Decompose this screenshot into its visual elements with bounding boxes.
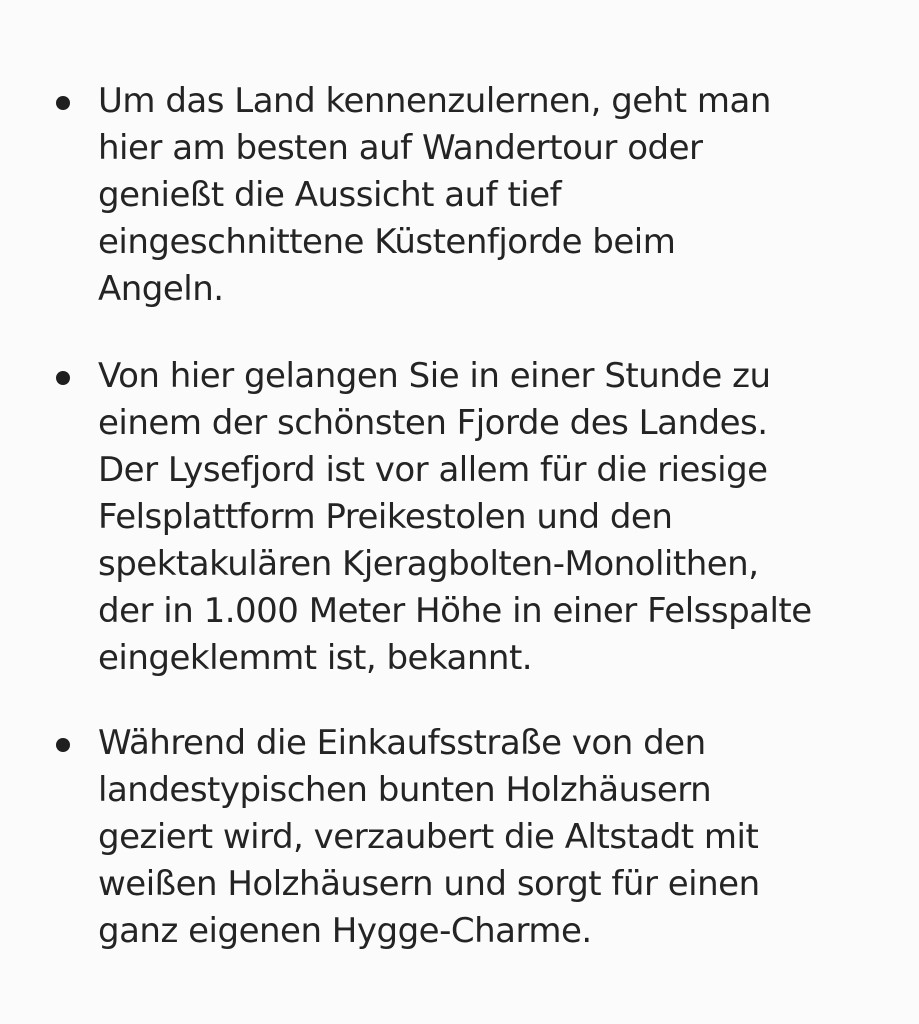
text-line: landestypischen bunten Holzhäusern (98, 770, 712, 810)
text-line: eingeschnittene Küstenfjorde beim (98, 222, 676, 262)
text-line: ganz eigenen Hygge-Charme. (98, 911, 592, 951)
text-line: spektakulären Kjeragbolten-Monolithen, (98, 544, 759, 584)
text-line: eingeklemmt ist, bekannt. (98, 638, 533, 678)
text-line: Der Lysefjord ist vor allem für die riesige (98, 450, 768, 490)
text-line: Von hier gelangen Sie in einer Stunde zu (98, 356, 771, 396)
text-line: Um das Land kennenzulernen, geht man (98, 81, 771, 121)
text-line: Während die Einkaufsstraße von den (98, 723, 706, 763)
text-line: weißen Holzhäusern und sorgt für einen (98, 864, 760, 904)
text-line: genießt die Aussicht auf tief (98, 175, 562, 215)
list-item-text (98, 353, 878, 682)
bullet-icon (56, 371, 70, 385)
text-line: der in 1.000 Meter Höhe in einer Felsspalte (98, 591, 812, 631)
bullet-icon (56, 738, 70, 752)
bullet-icon (56, 96, 70, 110)
text-line: einem der schönsten Fjorde des Landes. (98, 403, 768, 443)
text-line: Angeln. (98, 269, 224, 309)
text-line: geziert wird, verzaubert die Altstadt mit (98, 817, 759, 857)
text-line: Felsplattform Preikestolen und den (98, 497, 673, 537)
text-line: hier am besten auf Wandertour oder (98, 128, 703, 168)
list-item-text (98, 78, 878, 313)
list-item-text (98, 720, 878, 955)
